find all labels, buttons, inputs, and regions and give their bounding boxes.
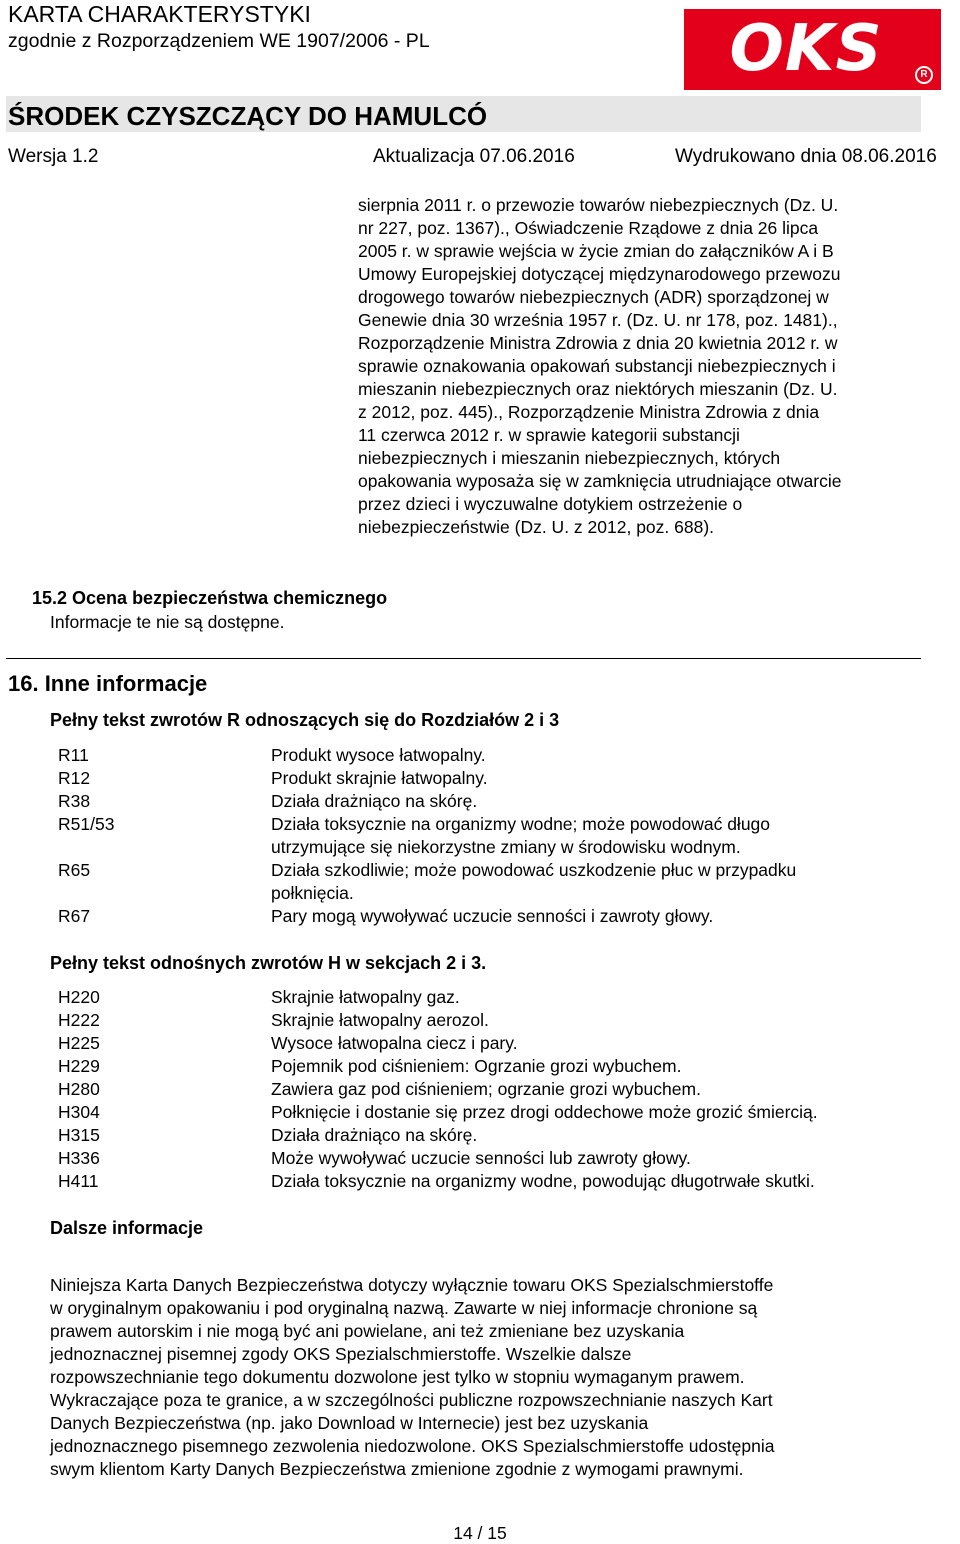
- h-phrase-row: [58, 1078, 918, 1101]
- h-phrase-code: H220: [58, 987, 100, 1007]
- further-info-line: rozpowszechnianie tego dokumentu dozwolone jest tylko w stopniu wymaganym prawem.: [50, 1367, 745, 1387]
- regulations-line: niebezpiecznych i mieszanin niebezpiecznych, których: [358, 448, 781, 468]
- regulations-line: Umowy Europejskiej dotyczącej międzynarodowego przewozu: [358, 264, 841, 284]
- registered-mark-icon: R: [915, 66, 933, 84]
- h-phrase-code: H222: [58, 1010, 100, 1030]
- r-phrase-text: Produkt wysoce łatwopalny.: [271, 745, 486, 765]
- h-phrase-text: Działa drażniąco na skórę.: [271, 1125, 478, 1145]
- h-phrase-code: H304: [58, 1102, 100, 1122]
- further-info-heading: Dalsze informacje: [50, 1218, 204, 1238]
- regulations-line: Genewie dnia 30 września 1957 r. (Dz. U. nr 178, poz. 1481).,: [358, 310, 838, 330]
- regulations-line: opakowania wyposaża się w zamknięcia utrudniające otwarcie: [358, 471, 842, 491]
- r-phrase-text: Działa szkodliwie; może powodować uszkodzenie płuc w przypadku: [271, 860, 797, 880]
- updated-date: Aktualizacja 07.06.2016: [373, 146, 575, 167]
- section-15-2-text: Informacje te nie są dostępne.: [50, 612, 285, 632]
- h-phrase-code: H280: [58, 1079, 100, 1099]
- section-divider: [6, 658, 921, 659]
- regulations-line: sprawie oznakowania opakowań substancji niebezpiecznych i: [358, 356, 836, 376]
- regulations-line: sierpnia 2011 r. o przewozie towarów niebezpiecznych (Dz. U.: [358, 195, 839, 215]
- h-phrase-row: [58, 1009, 918, 1032]
- regulations-line: drogowego towarów niebezpiecznych (ADR) sporządzonej w: [358, 287, 829, 307]
- regulations-line: Rozporządzenie Ministra Zdrowia z dnia 20 kwietnia 2012 r. w: [358, 333, 838, 353]
- document-subtitle: zgodnie z Rozporządzeniem WE 1907/2006 - PL: [8, 30, 430, 52]
- regulations-line: 11 czerwca 2012 r. w sprawie kategorii substancji: [358, 425, 740, 445]
- oks-logo: [684, 9, 941, 90]
- r-phrase-code: R51/53: [58, 814, 115, 834]
- product-name: ŚRODEK CZYSZCZĄCY DO HAMULCÓ: [8, 101, 488, 131]
- logo-text: OKS: [729, 12, 883, 86]
- r-phrase-row: [58, 744, 918, 767]
- printed-date: Wydrukowano dnia 08.06.2016: [675, 146, 937, 167]
- h-phrases-heading: Pełny tekst odnośnych zwrotów H w sekcjach 2 i 3.: [50, 953, 487, 973]
- regulations-line: mieszanin niebezpiecznych oraz niektórych mieszanin (Dz. U.: [358, 379, 838, 399]
- r-phrase-text: połknięcia.: [271, 883, 354, 903]
- h-phrase-text: Skrajnie łatwopalny gaz.: [271, 987, 460, 1007]
- r-phrase-row: [58, 813, 918, 859]
- r-phrase-row: [58, 859, 918, 905]
- r-phrase-row: [58, 767, 918, 790]
- h-phrase-row: [58, 1124, 918, 1147]
- h-phrases-list: [58, 986, 918, 1193]
- further-info-line: w oryginalnym opakowaniu i pod oryginalną nazwą. Zawarte w niej informacje chronione są: [50, 1298, 758, 1318]
- r-phrases-heading: Pełny tekst zwrotów R odnoszących się do Rozdziałów 2 i 3: [50, 710, 560, 730]
- h-phrase-row: [58, 1101, 918, 1124]
- h-phrase-text: Działa toksycznie na organizmy wodne, powodując długotrwałe skutki.: [271, 1171, 815, 1191]
- further-info-line: Niniejsza Karta Danych Bezpieczeństwa dotyczy wyłącznie towaru OKS Spezialschmierstoffe: [50, 1275, 774, 1295]
- page-number: 14 / 15: [453, 1523, 507, 1543]
- r-phrase-text: Produkt skrajnie łatwopalny.: [271, 768, 488, 788]
- further-info-line: prawem autorskim i nie mogą być ani powielane, ani też zmieniane bez uzyskania: [50, 1321, 685, 1341]
- r-phrase-code: R65: [58, 860, 91, 880]
- further-info-line: Wykraczające poza te granice, a w szczególności publiczne rozpowszechnianie naszych Kart: [50, 1390, 773, 1410]
- document-title: KARTA CHARAKTERYSTYKI: [8, 1, 311, 27]
- r-phrase-text: Działa drażniąco na skórę.: [271, 791, 478, 811]
- r-phrase-text: Działa toksycznie na organizmy wodne; może powodować długo: [271, 814, 771, 834]
- r-phrase-code: R38: [58, 791, 91, 811]
- further-info-line: jednoznacznego pisemnego zezwolenia niedozwolone. OKS Spezialschmierstoffe udostępnia: [50, 1436, 775, 1456]
- further-info-text: [50, 1274, 774, 1481]
- h-phrase-code: H336: [58, 1148, 100, 1168]
- r-phrases-list: [58, 744, 918, 928]
- r-phrase-code: R11: [58, 745, 89, 765]
- h-phrase-row: [58, 1170, 918, 1193]
- section-16-heading: 16. Inne informacje: [8, 671, 208, 696]
- regulations-line: nr 227, poz. 1367)., Oświadczenie Rządowe z dnia 26 lipca: [358, 218, 819, 238]
- regulations-line: niebezpieczeństwie (Dz. U. z 2012, poz. 688).: [358, 517, 715, 537]
- further-info-line: swym klientom Karty Danych Bezpieczeństwa zmienione zgodnie z wymogami prawnymi.: [50, 1459, 744, 1479]
- h-phrase-code: H315: [58, 1125, 100, 1145]
- h-phrase-text: Pojemnik pod ciśnieniem: Ogrzanie grozi wybuchem.: [271, 1056, 682, 1076]
- h-phrase-row: [58, 986, 918, 1009]
- h-phrase-text: Połknięcie i dostanie się przez drogi oddechowe może grozić śmiercią.: [271, 1102, 818, 1122]
- h-phrase-code: H411: [58, 1171, 99, 1191]
- r-phrase-row: [58, 790, 918, 813]
- h-phrase-code: H225: [58, 1033, 100, 1053]
- h-phrase-code: H229: [58, 1056, 100, 1076]
- r-phrase-row: [58, 905, 918, 928]
- version-label: Wersja 1.2: [8, 146, 99, 167]
- section-15-2-heading: 15.2 Ocena bezpieczeństwa chemicznego: [32, 588, 388, 608]
- r-phrase-text: Pary mogą wywoływać uczucie senności i zawroty głowy.: [271, 906, 714, 926]
- h-phrase-text: Zawiera gaz pod ciśnieniem; ogrzanie grozi wybuchem.: [271, 1079, 701, 1099]
- further-info-line: Danych Bezpieczeństwa (np. jako Download w Internecie) jest bez uzyskania: [50, 1413, 649, 1433]
- h-phrase-text: Może wywoływać uczucie senności lub zawroty głowy.: [271, 1148, 691, 1168]
- h-phrase-text: Skrajnie łatwopalny aerozol.: [271, 1010, 489, 1030]
- h-phrase-row: [58, 1147, 918, 1170]
- h-phrase-row: [58, 1032, 918, 1055]
- regulations-line: przez dzieci i wyczuwalne dotykiem ostrzeżenie o: [358, 494, 743, 514]
- h-phrase-text: Wysoce łatwopalna ciecz i pary.: [271, 1033, 518, 1053]
- regulations-text: [358, 194, 918, 539]
- r-phrase-code: R12: [58, 768, 91, 788]
- h-phrase-row: [58, 1055, 918, 1078]
- r-phrase-text: utrzymujące się niekorzystne zmiany w środowisku wodnym.: [271, 837, 741, 857]
- regulations-line: 2005 r. w sprawie wejścia w życie zmian do załączników A i B: [358, 241, 834, 261]
- regulations-line: z 2012, poz. 445)., Rozporządzenie Ministra Zdrowia z dnia: [358, 402, 820, 422]
- r-phrase-code: R67: [58, 906, 91, 926]
- further-info-line: jednoznacznej pisemnej zgody OKS Spezialschmierstoffe. Wszelkie dalsze: [50, 1344, 632, 1364]
